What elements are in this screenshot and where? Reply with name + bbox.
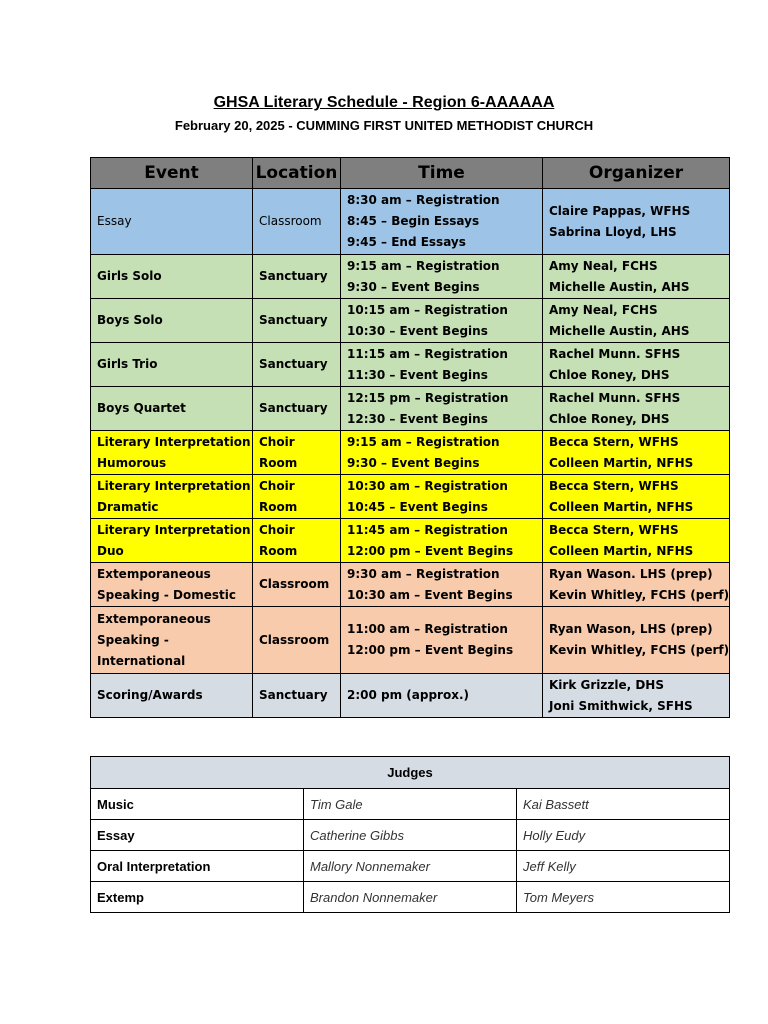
judges-table xyxy=(90,756,730,913)
schedule-row xyxy=(91,299,730,343)
organizer-line: Rachel Munn. SFHS xyxy=(549,390,681,405)
time-cell xyxy=(341,387,543,431)
organizer-cell xyxy=(543,519,730,563)
judge-category: Essay xyxy=(91,820,304,851)
organizer-line: Chloe Roney, DHS xyxy=(549,411,670,426)
event-name: Boys Quartet xyxy=(97,401,186,415)
judge-category: Music xyxy=(91,789,304,820)
organizer-line: Chloe Roney, DHS xyxy=(549,367,670,382)
header-time: Time xyxy=(341,158,543,189)
location-name: Sanctuary xyxy=(259,357,328,371)
schedule-body xyxy=(91,189,730,718)
schedule-row xyxy=(91,674,730,718)
organizer-line: Ryan Wason. LHS (prep) xyxy=(549,566,713,581)
schedule-row xyxy=(91,343,730,387)
time-line: 12:15 pm – Registration xyxy=(347,390,509,405)
organizer-line: Becca Stern, WFHS xyxy=(549,522,679,537)
page-title: GHSA Literary Schedule - Region 6-AAAAAA xyxy=(213,94,555,111)
location-name: Choir Room xyxy=(259,434,298,470)
time-line: 10:30 – Event Begins xyxy=(347,323,488,338)
location-cell xyxy=(253,607,341,674)
header-organizer: Organizer xyxy=(543,158,730,189)
judges-row xyxy=(91,882,730,913)
schedule-row xyxy=(91,255,730,299)
event-cell xyxy=(91,674,253,718)
organizer-line: Kevin Whitley, FCHS (perf) xyxy=(549,643,730,657)
time-line: 10:30 am – Event Begins xyxy=(347,587,513,602)
organizer-line: Colleen Martin, NFHS xyxy=(549,543,694,558)
schedule-row xyxy=(91,563,730,607)
event-cell xyxy=(91,255,253,299)
organizer-line: Ryan Wason, LHS (prep) xyxy=(549,622,713,636)
time-line: 9:30 am – Registration xyxy=(347,566,500,581)
event-name: International xyxy=(97,653,186,668)
time-cell xyxy=(341,519,543,563)
event-cell xyxy=(91,343,253,387)
time-line: 11:00 am – Registration xyxy=(347,622,508,636)
header-location: Location xyxy=(253,158,341,189)
page-subtitle: February 20, 2025 - CUMMING FIRST UNITED METHODIST CHURCH xyxy=(174,118,594,133)
judges-heading: Judges xyxy=(91,757,730,789)
event-name: Duo xyxy=(97,543,124,558)
time-line: 8:45 – Begin Essays xyxy=(347,214,480,228)
organizer-line: Becca Stern, WFHS xyxy=(549,478,679,493)
organizer-line: Claire Pappas, WFHS xyxy=(549,203,691,218)
event-name: Extemporaneous xyxy=(97,566,211,581)
time-cell xyxy=(341,189,543,255)
schedule-row xyxy=(91,189,730,255)
schedule-row xyxy=(91,387,730,431)
organizer-cell xyxy=(543,343,730,387)
time-cell xyxy=(341,255,543,299)
organizer-line: Michelle Austin, AHS xyxy=(549,279,690,294)
judges-header-row xyxy=(91,757,730,789)
time-line: 8:30 am – Registration xyxy=(347,193,500,207)
event-cell xyxy=(91,431,253,475)
event-cell xyxy=(91,563,253,607)
event-cell xyxy=(91,475,253,519)
judge-name: Kai Bassett xyxy=(517,789,730,820)
event-cell xyxy=(91,189,253,255)
time-cell xyxy=(341,674,543,718)
header-event: Event xyxy=(91,158,253,189)
event-name: Boys Solo xyxy=(97,313,163,327)
location-cell xyxy=(253,299,341,343)
judge-name: Brandon Nonnemaker xyxy=(304,882,517,913)
event-name: Essay xyxy=(97,214,132,228)
time-cell xyxy=(341,343,543,387)
event-name: Speaking - Domestic xyxy=(97,587,236,602)
time-line: 12:30 – Event Begins xyxy=(347,411,488,426)
location-cell xyxy=(253,519,341,563)
organizer-cell xyxy=(543,387,730,431)
location-name: Sanctuary xyxy=(259,688,328,702)
organizer-line: Joni Smithwick, SFHS xyxy=(549,698,693,713)
judge-name: Tim Gale xyxy=(304,789,517,820)
event-name: Scoring/Awards xyxy=(97,688,203,702)
event-name: Extemporaneous xyxy=(97,611,211,626)
time-line: 10:15 am – Registration xyxy=(347,302,508,317)
location-cell xyxy=(253,255,341,299)
judge-name: Tom Meyers xyxy=(517,882,730,913)
location-name: Sanctuary xyxy=(259,269,328,283)
time-line: 9:45 – End Essays xyxy=(347,235,466,249)
judge-name: Jeff Kelly xyxy=(517,851,730,882)
time-line: 11:15 am – Registration xyxy=(347,346,508,361)
organizer-line: Kevin Whitley, FCHS (perf) xyxy=(549,587,730,602)
time-line: 9:15 am – Registration xyxy=(347,258,500,273)
organizer-line: Rachel Munn. SFHS xyxy=(549,346,681,361)
judges-row xyxy=(91,820,730,851)
judges-row xyxy=(91,851,730,882)
event-name: Literary Interpretation xyxy=(97,478,251,493)
time-cell xyxy=(341,563,543,607)
schedule-row xyxy=(91,519,730,563)
location-name: Choir Room xyxy=(259,522,298,558)
event-cell xyxy=(91,387,253,431)
time-line: 9:15 am – Registration xyxy=(347,434,500,449)
event-name: Humorous xyxy=(97,455,167,470)
organizer-cell xyxy=(543,607,730,674)
organizer-line: Amy Neal, FCHS xyxy=(549,258,658,273)
judge-name: Mallory Nonnemaker xyxy=(304,851,517,882)
judges-body xyxy=(91,789,730,913)
time-cell xyxy=(341,607,543,674)
organizer-line: Colleen Martin, NFHS xyxy=(549,499,694,514)
schedule-row xyxy=(91,607,730,674)
schedule-row xyxy=(91,431,730,475)
time-line: 12:00 pm – Event Begins xyxy=(347,643,514,657)
location-name: Classroom xyxy=(259,632,330,647)
time-line: 11:30 – Event Begins xyxy=(347,367,488,382)
location-name: Classroom xyxy=(259,214,322,228)
judge-category: Oral Interpretation xyxy=(91,851,304,882)
event-cell xyxy=(91,607,253,674)
location-name: Sanctuary xyxy=(259,313,328,327)
organizer-line: Colleen Martin, NFHS xyxy=(549,455,694,470)
location-name: Choir Room xyxy=(259,478,298,514)
location-cell xyxy=(253,431,341,475)
organizer-line: Sabrina Lloyd, LHS xyxy=(549,224,677,239)
organizer-cell xyxy=(543,563,730,607)
time-line: 10:45 – Event Begins xyxy=(347,499,488,514)
time-line: 9:30 – Event Begins xyxy=(347,455,480,470)
event-cell xyxy=(91,299,253,343)
judge-name: Holly Eudy xyxy=(517,820,730,851)
time-line: 11:45 am – Registration xyxy=(347,522,508,537)
organizer-cell xyxy=(543,674,730,718)
location-cell xyxy=(253,189,341,255)
event-cell xyxy=(91,519,253,563)
location-cell xyxy=(253,343,341,387)
time-cell xyxy=(341,299,543,343)
location-name: Classroom xyxy=(259,577,330,591)
time-line: 2:00 pm (approx.) xyxy=(347,688,470,702)
organizer-cell xyxy=(543,431,730,475)
organizer-cell xyxy=(543,299,730,343)
organizer-cell xyxy=(543,475,730,519)
event-name: Girls Solo xyxy=(97,269,162,283)
judges-row xyxy=(91,789,730,820)
location-cell xyxy=(253,563,341,607)
organizer-cell xyxy=(543,255,730,299)
time-cell xyxy=(341,475,543,519)
location-cell xyxy=(253,387,341,431)
organizer-cell xyxy=(543,189,730,255)
judge-category: Extemp xyxy=(91,882,304,913)
event-name: Girls Trio xyxy=(97,357,158,371)
location-name: Sanctuary xyxy=(259,401,328,415)
location-cell xyxy=(253,475,341,519)
organizer-line: Kirk Grizzle, DHS xyxy=(549,677,664,692)
judge-name: Catherine Gibbs xyxy=(304,820,517,851)
organizer-line: Amy Neal, FCHS xyxy=(549,302,658,317)
time-line: 12:00 pm – Event Begins xyxy=(347,543,514,558)
schedule-table xyxy=(90,157,730,718)
event-name: Literary Interpretation xyxy=(97,522,251,537)
event-name: Literary Interpretation xyxy=(97,434,251,449)
location-cell xyxy=(253,674,341,718)
schedule-header-row xyxy=(91,158,730,189)
organizer-line: Becca Stern, WFHS xyxy=(549,434,679,449)
organizer-line: Michelle Austin, AHS xyxy=(549,323,690,338)
event-name: Speaking - xyxy=(97,632,169,647)
event-name: Dramatic xyxy=(97,499,159,514)
schedule-row xyxy=(91,475,730,519)
time-line: 10:30 am – Registration xyxy=(347,478,508,493)
time-cell xyxy=(341,431,543,475)
time-line: 9:30 – Event Begins xyxy=(347,279,480,294)
